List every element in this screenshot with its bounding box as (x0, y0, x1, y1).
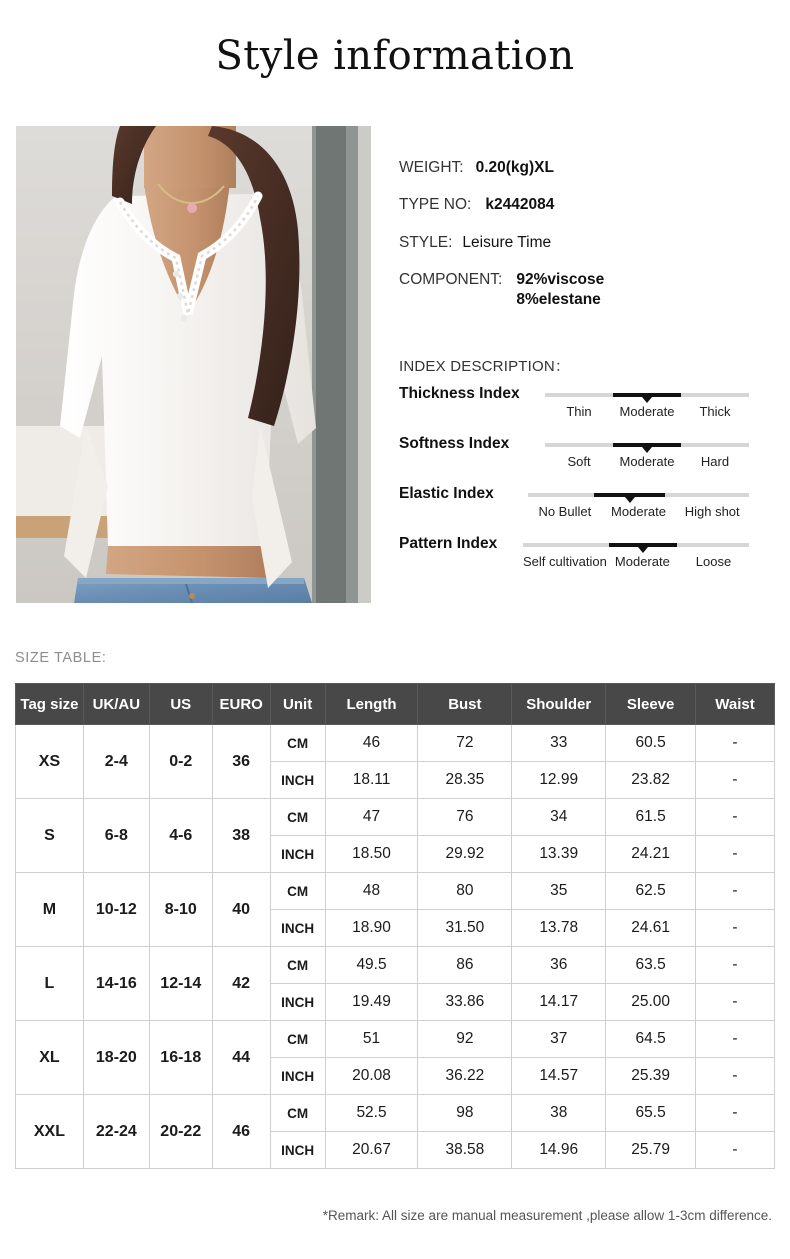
index-marker-elastic (625, 497, 635, 503)
index-track-pattern (523, 543, 749, 547)
col-header-waist: Waist (696, 684, 775, 725)
index-track-softness (545, 443, 749, 447)
cell-bust: 31.50 (418, 910, 512, 947)
index-scale-mid-elastic: Moderate (611, 504, 666, 519)
cell-length: 20.08 (325, 1058, 418, 1095)
cell-unit: CM (270, 947, 325, 984)
cell-length: 19.49 (325, 984, 418, 1021)
cell-unit: INCH (270, 762, 325, 799)
cell-unit: CM (270, 725, 325, 762)
cell-us: 16-18 (149, 1021, 212, 1095)
cell-waist: - (696, 947, 775, 984)
index-track-elastic (528, 493, 749, 497)
size-table-header (16, 684, 775, 725)
index-gauge-thickness (545, 393, 749, 427)
size-table-remark: *Remark: All size are manual measurement ,please allow 1-3cm difference. (322, 1208, 772, 1223)
cell-us: 20-22 (149, 1095, 212, 1169)
col-header-sleeve: Sleeve (606, 684, 696, 725)
cell-length: 52.5 (325, 1095, 418, 1132)
cell-shoulder: 13.39 (512, 836, 606, 873)
spec-label-weight: WEIGHT: (399, 159, 464, 176)
cell-bust: 92 (418, 1021, 512, 1058)
cell-shoulder: 14.96 (512, 1132, 606, 1169)
cell-waist: - (696, 1058, 775, 1095)
table-row (16, 1095, 775, 1132)
cell-euro: 46 (212, 1095, 270, 1169)
cell-waist: - (696, 1021, 775, 1058)
index-scale-mid-softness: Moderate (619, 454, 675, 469)
cell-uk-au: 22-24 (83, 1095, 149, 1169)
cell-sleeve: 60.5 (606, 725, 696, 762)
index-scale-mid-pattern: Moderate (614, 554, 670, 569)
cell-sleeve: 23.82 (606, 762, 696, 799)
cell-waist: - (696, 873, 775, 910)
index-scale-mid-thickness: Moderate (619, 404, 675, 419)
cell-length: 20.67 (325, 1132, 418, 1169)
size-table-body (16, 725, 775, 1169)
index-scale-elastic (528, 504, 749, 519)
cell-length: 18.90 (325, 910, 418, 947)
cell-shoulder: 35 (512, 873, 606, 910)
cell-euro: 38 (212, 799, 270, 873)
col-header-tag-size: Tag size (16, 684, 84, 725)
cell-tag-size: XS (16, 725, 84, 799)
spec-value-component (516, 270, 604, 309)
cell-waist: - (696, 910, 775, 947)
cell-tag-size: L (16, 947, 84, 1021)
index-marker-thickness (642, 397, 652, 403)
cell-unit: CM (270, 1095, 325, 1132)
col-header-euro: EURO (212, 684, 270, 725)
product-photo-illustration (16, 126, 371, 603)
cell-length: 18.11 (325, 762, 418, 799)
cell-bust: 36.22 (418, 1058, 512, 1095)
cell-shoulder: 36 (512, 947, 606, 984)
spec-label-type-no: TYPE NO: (399, 196, 472, 214)
cell-unit: INCH (270, 836, 325, 873)
cell-tag-size: S (16, 799, 84, 873)
cell-bust: 72 (418, 725, 512, 762)
cell-shoulder: 33 (512, 725, 606, 762)
cell-bust: 76 (418, 799, 512, 836)
cell-sleeve: 64.5 (606, 1021, 696, 1058)
cell-tag-size: M (16, 873, 84, 947)
cell-euro: 40 (212, 873, 270, 947)
cell-bust: 38.58 (418, 1132, 512, 1169)
cell-length: 48 (325, 873, 418, 910)
cell-unit: CM (270, 1021, 325, 1058)
index-marker-softness (642, 447, 652, 453)
cell-unit: CM (270, 873, 325, 910)
cell-shoulder: 14.57 (512, 1058, 606, 1095)
spec-label-component: COMPONENT: (399, 271, 503, 289)
cell-sleeve: 25.39 (606, 1058, 696, 1095)
table-row (16, 799, 775, 836)
cell-sleeve: 25.79 (606, 1132, 696, 1169)
index-scale-high-softness: Hard (700, 454, 730, 469)
col-header-length: Length (325, 684, 418, 725)
index-scale-pattern (523, 554, 749, 569)
cell-bust: 80 (418, 873, 512, 910)
index-label-elastic: Elastic Index (399, 485, 494, 502)
index-label-pattern: Pattern Index (399, 535, 498, 552)
cell-euro: 36 (212, 725, 270, 799)
page-title: Style information (215, 33, 575, 79)
index-row-pattern (399, 535, 784, 585)
index-scale-high-thickness: Thick (699, 404, 731, 419)
cell-sleeve: 62.5 (606, 873, 696, 910)
index-row-softness (399, 435, 784, 485)
cell-bust: 29.92 (418, 836, 512, 873)
cell-shoulder: 38 (512, 1095, 606, 1132)
col-header-us: US (149, 684, 212, 725)
cell-shoulder: 34 (512, 799, 606, 836)
index-row-elastic (399, 485, 784, 535)
index-track-thickness (545, 393, 749, 397)
cell-bust: 28.35 (418, 762, 512, 799)
index-marker-pattern (638, 547, 648, 553)
product-photo (16, 126, 371, 603)
index-list (399, 385, 784, 585)
cell-unit: INCH (270, 984, 325, 1021)
cell-us: 4-6 (149, 799, 212, 873)
cell-unit: INCH (270, 1132, 325, 1169)
cell-shoulder: 12.99 (512, 762, 606, 799)
cell-waist: - (696, 762, 775, 799)
cell-bust: 86 (418, 947, 512, 984)
cell-sleeve: 25.00 (606, 984, 696, 1021)
cell-bust: 33.86 (418, 984, 512, 1021)
col-header-uk-au: UK/AU (83, 684, 149, 725)
spec-value-weight: 0.20(kg)XL (475, 159, 554, 176)
cell-tag-size: XL (16, 1021, 84, 1095)
cell-uk-au: 2-4 (83, 725, 149, 799)
cell-unit: INCH (270, 1058, 325, 1095)
cell-us: 12-14 (149, 947, 212, 1021)
cell-shoulder: 37 (512, 1021, 606, 1058)
cell-tag-size: XXL (16, 1095, 84, 1169)
col-header-bust: Bust (418, 684, 512, 725)
index-scale-high-elastic: High shot (684, 504, 740, 519)
size-table-label: SIZE TABLE: (15, 650, 107, 666)
cell-uk-au: 14-16 (83, 947, 149, 1021)
cell-sleeve: 24.21 (606, 836, 696, 873)
index-scale-low-elastic: No Bullet (538, 504, 592, 519)
table-row (16, 947, 775, 984)
index-scale-low-softness: Soft (567, 454, 591, 469)
cell-uk-au: 18-20 (83, 1021, 149, 1095)
index-row-thickness (399, 385, 784, 435)
cell-length: 49.5 (325, 947, 418, 984)
cell-waist: - (696, 1132, 775, 1169)
table-row (16, 725, 775, 762)
cell-shoulder: 13.78 (512, 910, 606, 947)
cell-waist: - (696, 984, 775, 1021)
spec-value-type-no: k2442084 (485, 196, 555, 214)
spec-value-style: Leisure Time (462, 233, 552, 251)
size-table (15, 683, 775, 1169)
spec-list (399, 158, 779, 315)
cell-sleeve: 24.61 (606, 910, 696, 947)
cell-unit: INCH (270, 910, 325, 947)
index-scale-thickness (545, 404, 749, 419)
cell-unit: CM (270, 799, 325, 836)
spec-row-component (399, 270, 779, 309)
cell-length: 46 (325, 725, 418, 762)
size-table-header-row (16, 684, 775, 725)
col-header-unit: Unit (270, 684, 325, 725)
cell-euro: 42 (212, 947, 270, 1021)
index-scale-low-pattern: Self cultivation (523, 554, 607, 569)
index-scale-low-thickness: Thin (566, 404, 592, 419)
index-label-softness: Softness Index (399, 435, 510, 452)
index-description-heading: INDEX DESCRIPTION： (399, 358, 571, 375)
index-gauge-softness (545, 443, 749, 477)
cell-waist: - (696, 836, 775, 873)
cell-length: 47 (325, 799, 418, 836)
index-gauge-elastic (528, 493, 749, 527)
cell-waist: - (696, 799, 775, 836)
cell-us: 0-2 (149, 725, 212, 799)
table-row (16, 873, 775, 910)
col-header-shoulder: Shoulder (512, 684, 606, 725)
cell-waist: - (696, 1095, 775, 1132)
index-label-thickness: Thickness Index (399, 385, 520, 402)
cell-euro: 44 (212, 1021, 270, 1095)
cell-length: 18.50 (325, 836, 418, 873)
cell-us: 8-10 (149, 873, 212, 947)
spec-value-component-line2: 8%elestane (516, 290, 601, 308)
cell-uk-au: 10-12 (83, 873, 149, 947)
index-scale-softness (545, 454, 749, 469)
spec-row-type-no (399, 195, 779, 214)
cell-sleeve: 63.5 (606, 947, 696, 984)
spec-value-component-line1: 92%viscose (516, 271, 605, 289)
spec-row-weight (399, 158, 779, 177)
cell-waist: - (696, 725, 775, 762)
spec-label-style: STYLE: (399, 233, 453, 251)
cell-length: 51 (325, 1021, 418, 1058)
cell-sleeve: 65.5 (606, 1095, 696, 1132)
cell-bust: 98 (418, 1095, 512, 1132)
index-scale-high-pattern: Loose (695, 554, 732, 569)
cell-uk-au: 6-8 (83, 799, 149, 873)
cell-sleeve: 61.5 (606, 799, 696, 836)
index-gauge-pattern (523, 543, 749, 577)
spec-row-style (399, 233, 779, 252)
cell-shoulder: 14.17 (512, 984, 606, 1021)
table-row (16, 1021, 775, 1058)
